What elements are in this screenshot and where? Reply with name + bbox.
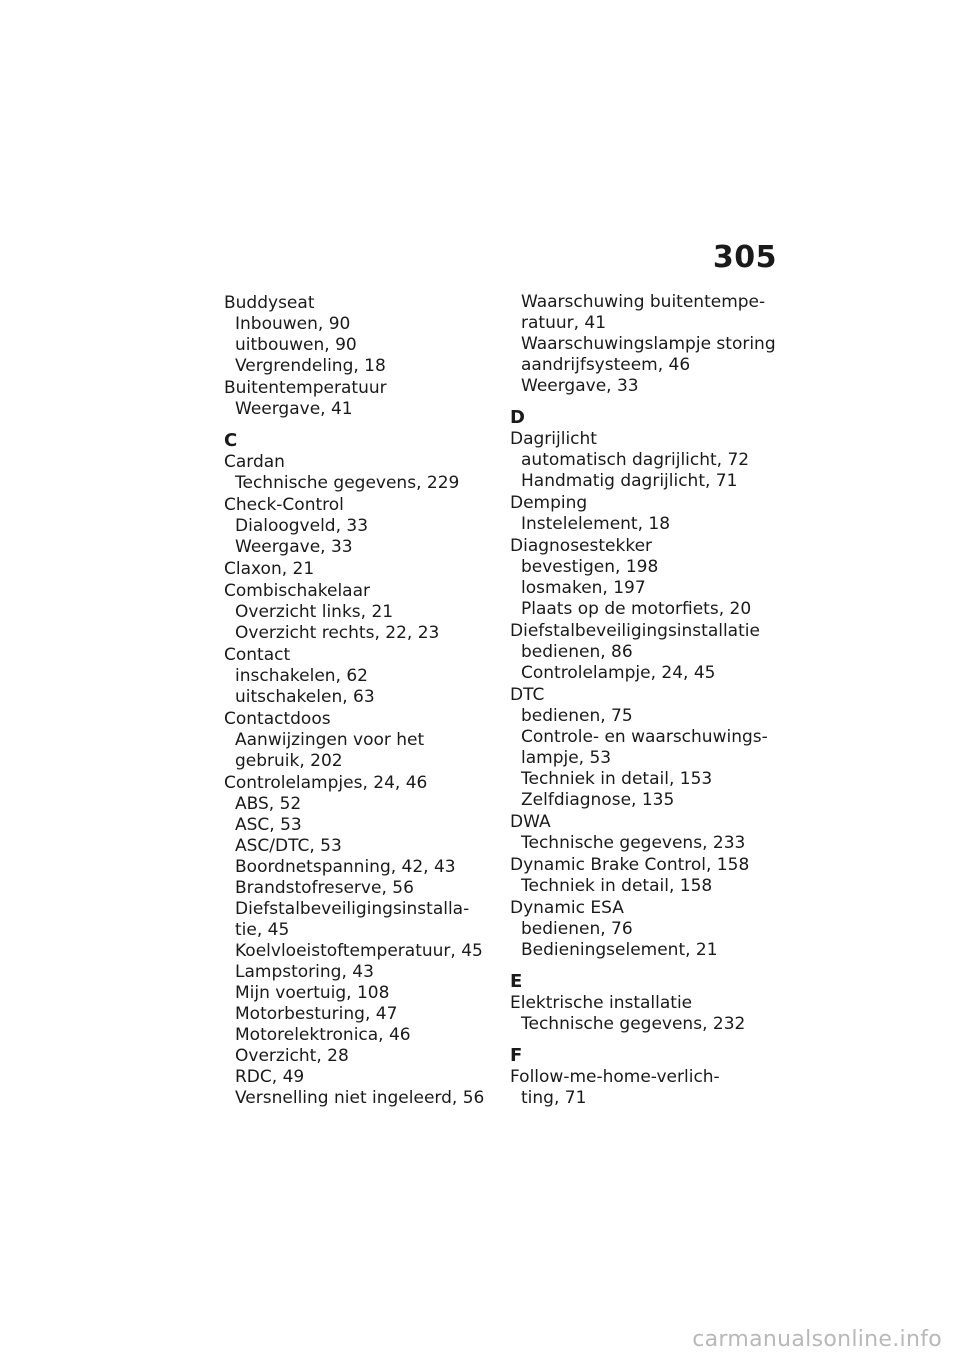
page-number: 305 xyxy=(712,240,777,275)
index-entry: Cardan xyxy=(224,452,285,472)
index-subentry: uitschakelen, 63 xyxy=(235,687,375,707)
index-entry: Demping xyxy=(510,493,588,513)
index-subentry: Waarschuwing buitentempe- xyxy=(521,292,766,312)
index-subentry: Controle- en waarschuwings- xyxy=(521,727,768,747)
index-subentry: Versnelling niet ingeleerd, 56 xyxy=(235,1088,485,1108)
index-entry: Diagnosestekker xyxy=(510,536,653,556)
index-subentry: Overzicht rechts, 22, 23 xyxy=(235,623,440,643)
index-subentry: Lampstoring, 43 xyxy=(235,962,374,982)
index-subentry: ting, 71 xyxy=(521,1088,587,1108)
index-entry: DTC xyxy=(510,685,545,705)
index-subentry: Technische gegevens, 229 xyxy=(235,473,460,493)
index-letter-heading: D xyxy=(510,407,525,428)
index-subentry: Overzicht, 28 xyxy=(235,1046,349,1066)
index-subentry: Bedieningselement, 21 xyxy=(521,940,718,960)
index-subentry: automatisch dagrijlicht, 72 xyxy=(521,450,750,470)
index-subentry: Techniek in detail, 153 xyxy=(521,769,713,789)
index-entry: Buddyseat xyxy=(224,293,315,313)
index-subentry: Instelelement, 18 xyxy=(521,514,671,534)
index-subentry: Weergave, 33 xyxy=(235,537,353,557)
index-subentry: Koelvloeistoftemperatuur, 45 xyxy=(235,941,483,961)
index-subentry: bedienen, 86 xyxy=(521,642,633,662)
index-subentry: Weergave, 41 xyxy=(235,399,353,419)
index-subentry: Mijn voertuig, 108 xyxy=(235,983,390,1003)
index-subentry: bedienen, 75 xyxy=(521,706,633,726)
index-entry: Contactdoos xyxy=(224,709,331,729)
index-entry: Controlelampjes, 24, 46 xyxy=(224,773,428,793)
index-entry: Elektrische installatie xyxy=(510,993,693,1013)
index-subentry: Technische gegevens, 232 xyxy=(521,1014,746,1034)
index-subentry: uitbouwen, 90 xyxy=(235,335,357,355)
index-subentry: Brandstofreserve, 56 xyxy=(235,878,414,898)
index-subentry: bedienen, 76 xyxy=(521,919,633,939)
index-subentry: Zelfdiagnose, 135 xyxy=(521,790,675,810)
index-letter-heading: F xyxy=(510,1045,523,1066)
index-subentry: Aanwijzingen voor het xyxy=(235,730,425,750)
index-subentry: Handmatig dagrijlicht, 71 xyxy=(521,471,738,491)
index-subentry: ASC, 53 xyxy=(235,815,302,835)
index-subentry: lampje, 53 xyxy=(521,748,612,768)
index-subentry: Diefstalbeveiligingsinstalla- xyxy=(235,899,470,919)
index-letter-heading: C xyxy=(224,430,238,451)
index-subentry: ASC/DTC, 53 xyxy=(235,836,342,856)
index-subentry: Technische gegevens, 233 xyxy=(521,833,746,853)
index-subentry: RDC, 49 xyxy=(235,1067,305,1087)
index-entry: Check-Control xyxy=(224,495,344,515)
index-subentry: Motorbesturing, 47 xyxy=(235,1004,398,1024)
index-letter-heading: E xyxy=(510,971,523,992)
index-entry: Combischakelaar xyxy=(224,581,370,601)
index-column-left xyxy=(224,292,494,1109)
index-subentry: bevestigen, 198 xyxy=(521,557,659,577)
index-subentry: ratuur, 41 xyxy=(521,313,607,333)
index-entry: Dagrijlicht xyxy=(510,429,597,449)
index-subentry: Boordnetspanning, 42, 43 xyxy=(235,857,456,877)
index-subentry: Overzicht links, 21 xyxy=(235,602,394,622)
index-subentry: gebruik, 202 xyxy=(235,751,343,771)
index-entry: Claxon, 21 xyxy=(224,559,315,579)
index-subentry: aandrijfsysteem, 46 xyxy=(521,355,691,375)
index-subentry: Plaats op de motorfiets, 20 xyxy=(521,599,752,619)
index-subentry: Techniek in detail, 158 xyxy=(521,876,713,896)
index-entry: Buitentemperatuur xyxy=(224,378,387,398)
index-entry: Follow-me-home-verlich- xyxy=(510,1067,720,1087)
index-subentry: losmaken, 197 xyxy=(521,578,646,598)
index-entry: Dynamic ESA xyxy=(510,898,624,918)
index-subentry: Weergave, 33 xyxy=(521,376,639,396)
index-entry: DWA xyxy=(510,812,551,832)
index-subentry: Dialoogveld, 33 xyxy=(235,516,369,536)
index-subentry: Inbouwen, 90 xyxy=(235,314,351,334)
index-subentry: Controlelampje, 24, 45 xyxy=(521,663,716,683)
index-column-right xyxy=(510,292,780,1109)
index-entry: Contact xyxy=(224,645,291,665)
watermark: carmanualsonline.info xyxy=(692,1327,942,1352)
index-subentry: ABS, 52 xyxy=(235,794,302,814)
index-subentry: Waarschuwingslampje storing xyxy=(521,334,776,354)
index-entry: Diefstalbeveiligingsinstallatie xyxy=(510,621,760,641)
index-subentry: Vergrendeling, 18 xyxy=(235,356,386,376)
index-entry: Dynamic Brake Control, 158 xyxy=(510,855,750,875)
index-subentry: inschakelen, 62 xyxy=(235,666,368,686)
index-subentry: Motorelektronica, 46 xyxy=(235,1025,411,1045)
index-subentry: tie, 45 xyxy=(235,920,290,940)
